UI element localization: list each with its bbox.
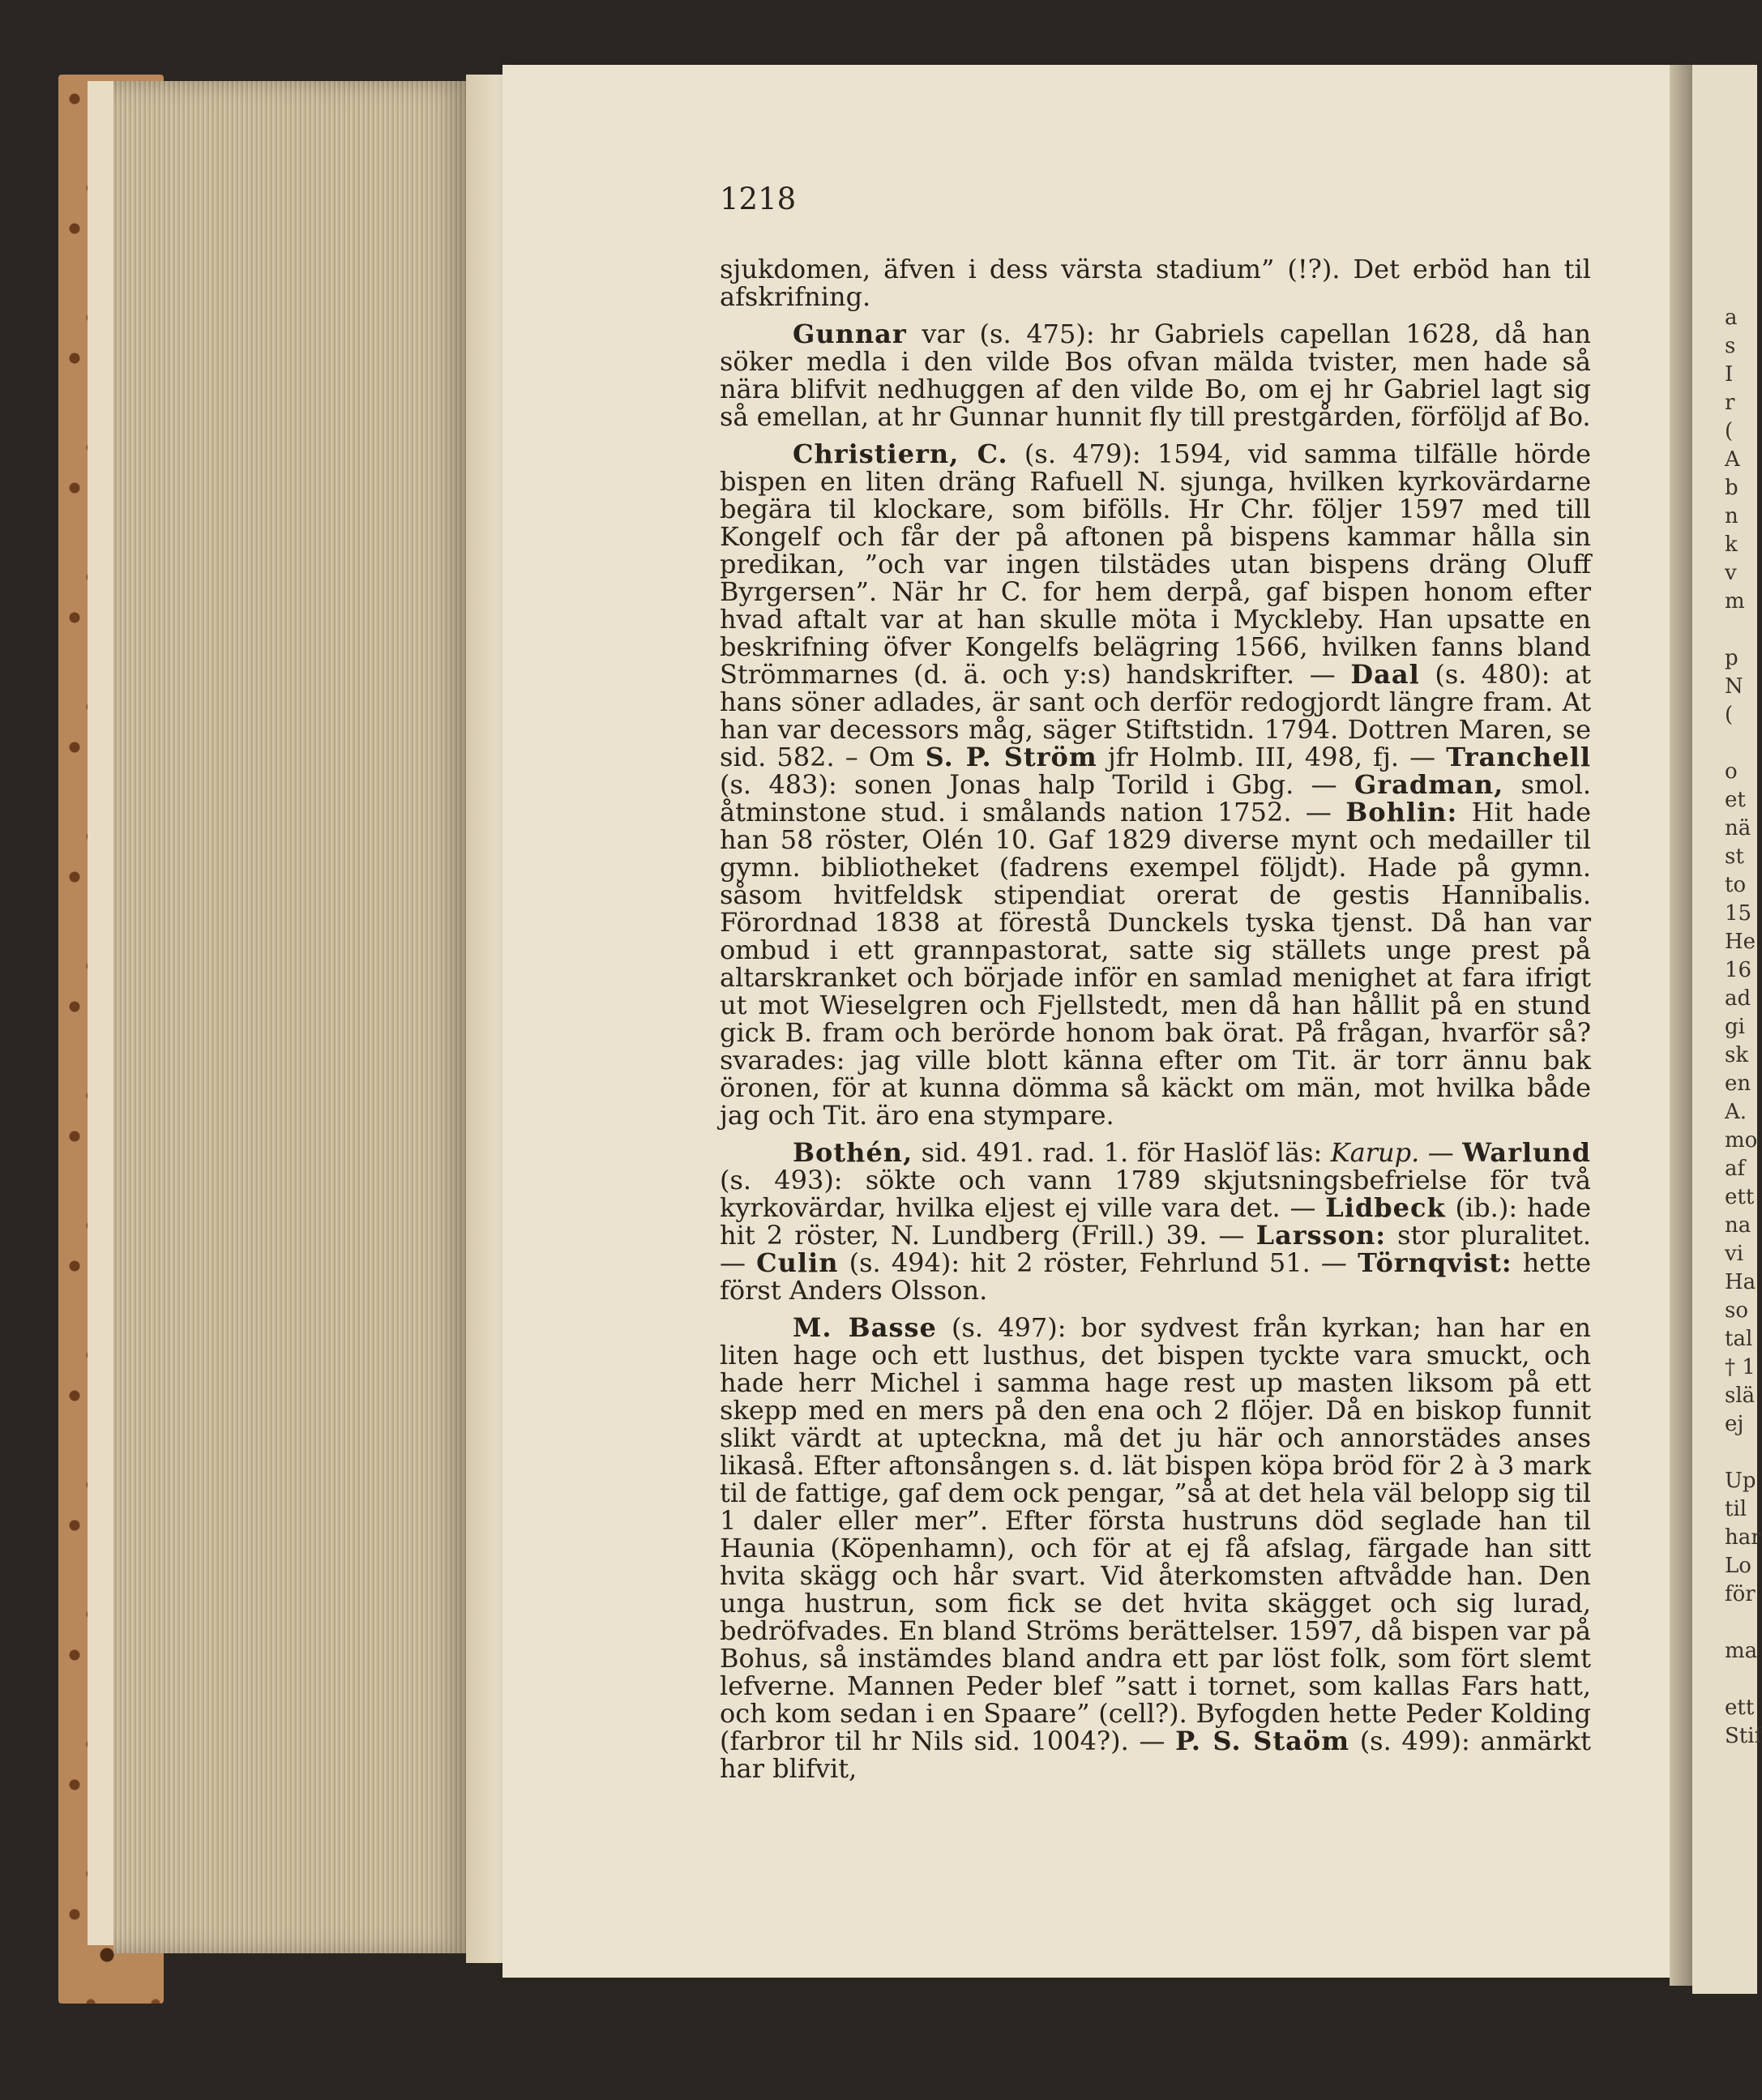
next-page-fragment: n [1725, 504, 1738, 528]
next-page-fragment [1725, 729, 1757, 758]
next-page-fragment: na [1725, 1213, 1751, 1238]
entry-name: Larsson: [1255, 1220, 1387, 1251]
next-page-fragment: ( [1725, 703, 1734, 727]
entry-name: Bohlin: [1345, 797, 1458, 828]
next-page-fragment: vi [1725, 1242, 1744, 1266]
entry-name: Tranchell [1446, 742, 1592, 772]
entry-name: Lidbeck [1325, 1192, 1446, 1223]
next-page-fragment: 16 [1725, 958, 1752, 982]
next-page-fragment [1725, 1666, 1757, 1694]
next-page-fragment: b [1725, 476, 1738, 500]
next-page-fragment: A [1725, 447, 1740, 472]
next-page-fragment: Lo [1725, 1554, 1751, 1578]
next-page-fragment: v [1725, 561, 1737, 585]
text-run: (s. 483): sonen Jonas halp Torild i Gbg. — [720, 769, 1354, 800]
entry-name: Gradman, [1354, 769, 1504, 800]
next-page-fragment: a [1725, 306, 1738, 330]
text-run: (s. 499): anmärkt har blifvit, [720, 1726, 1592, 1784]
next-page-fragment: et [1725, 788, 1746, 812]
next-page-fragment [1725, 1439, 1757, 1467]
next-page-fragment [1725, 616, 1757, 644]
next-page-fragment: He [1725, 930, 1756, 954]
entry-name: Törnqvist: [1358, 1247, 1512, 1278]
paragraph [720, 440, 1591, 1129]
text-run: (s. 497): bor sydvest från kyrkan; han har en liten hage och ett lusthus, det bispen tyckte vara smuckt, och hade herr Michel i samma hage rest up masten liksom på ett skepp med en mers på den ena och 2 flöjer. Då en biskop funnit slikt värdt at upteckna, må det ju här och annorstädes anses likaså. Efter aftonsången s. d. lät bispen köpa bröd för 2 à 3 mark til de fattige, gaf dem ock pengar, ”så at det hela väl belopp sig til 1 daler eller mer”. Efter första hustruns död seglade han til Haunia (Köpenhamn), och för at ej få afslag, färgade han sitt hvita skägg och hår svart. Vid återkomsten aftvådde han. Den unga hustrun, som fick se det hvita skägget och sig lurad, bedröfvades. En bland Ströms berättelser. 1597, då bispen var på Bohus, så instämdes bland andra ett par löst folk, som fört slemt lefverne. Mannen Peder blef ”satt i tornet, som kallas Fars hatt, och kom sedan i en Spaare” (cell?). Byfogden hette Peder Kolding (farbror til hr Nils sid. 1004?). — [720, 1312, 1592, 1756]
page-body-text [720, 255, 1591, 1792]
entry-name: Warlund [1462, 1137, 1592, 1168]
next-page-fragment: N [1725, 674, 1743, 699]
entry-name: P. S. Staöm [1175, 1726, 1350, 1756]
cover-edge [88, 81, 117, 1945]
next-page-fragment: r [1725, 391, 1735, 415]
next-page-fragment [1725, 1609, 1757, 1637]
next-page-fragment: s [1725, 334, 1736, 358]
entry-name: S. P. Ström [925, 742, 1097, 772]
entry-name: Daal [1350, 659, 1420, 690]
next-page-fragment: ett [1725, 1696, 1755, 1720]
paragraph [720, 255, 1591, 310]
next-page-fragment: A. [1725, 1100, 1747, 1124]
next-page-fragment: för [1725, 1582, 1756, 1606]
next-page-fragment: o [1725, 759, 1738, 784]
next-page-fragment: p [1725, 646, 1738, 670]
next-page-fragment: har [1725, 1525, 1761, 1550]
page-fold-shadow [1670, 65, 1694, 1986]
next-page-fragment: nä [1725, 816, 1751, 840]
next-page-fragment: Stif [1725, 1724, 1762, 1748]
next-page-fragment: † 1 [1725, 1355, 1756, 1379]
next-page-fragment: en [1725, 1071, 1751, 1096]
page-stack-edges [113, 81, 470, 1953]
next-page-fragment: Up [1725, 1469, 1756, 1493]
next-page-fragment: ma [1725, 1639, 1758, 1663]
next-page-fragment: so [1725, 1298, 1748, 1323]
entry-name: Gunnar [793, 319, 907, 349]
next-page-fragment: 15 [1725, 901, 1752, 926]
next-page-fragment: to [1725, 873, 1747, 897]
paragraph [720, 1139, 1591, 1304]
text-run: Karup. [1330, 1137, 1420, 1168]
next-page-fragment: gi [1725, 1015, 1745, 1039]
text-run: (s. 494): hit 2 röster, Fehrlund 51. — [838, 1247, 1358, 1278]
next-page-fragment: ad [1725, 986, 1751, 1011]
entry-name: Culin [756, 1247, 839, 1278]
paragraph [720, 320, 1591, 430]
paragraph [720, 1314, 1591, 1782]
next-page-fragment: ett [1725, 1185, 1755, 1209]
next-page-fragment: m [1725, 589, 1745, 614]
text-run: sjukdomen, äfven i dess värsta stadium” (!?). Det erböd han til afskrifning. [720, 254, 1591, 312]
next-page-fragment: I [1725, 362, 1734, 387]
text-run: smol. åtminstone stud. i smålands nation 1752. — [720, 769, 1592, 828]
next-page-fragment: mo [1725, 1128, 1758, 1153]
text-run: (s. 480): at hans söner adlades, är sant och derför redogjordt längre fram. At han var decessors måg, säger Stiftstidn. 1794. Dottren Maren, se sid. 582. – Om [720, 659, 1592, 772]
next-page-text [1692, 65, 1762, 1751]
entry-name: Christiern, C. [793, 438, 1008, 469]
text-run: (ib.): hade hit 2 röster, N. Lundberg (Frill.) 39. — [720, 1192, 1592, 1251]
text-run: hette först Anders Olsson. [720, 1247, 1591, 1306]
next-page-fragment: til [1725, 1497, 1747, 1521]
next-page-fragment: Ha [1725, 1270, 1756, 1294]
next-page-fragment: ( [1725, 419, 1734, 443]
text-run: (s. 493): sökte och vann 1789 skjutsningsbefrielse för två kyrkovärdar, hvilka eljest ej ville vara det. — [720, 1165, 1591, 1223]
text-run: sid. 491. rad. 1. för Haslöf läs: [913, 1137, 1331, 1168]
text-run: — [1419, 1137, 1463, 1168]
text-run: (s. 479): 1594, vid samma tilfälle hörde bispen en liten dräng Rafuell N. sjunga, hvilken kyrkovärdarne begära til klockare, som bifölls. Hr Chr. följer 1597 med till Kongelf och får der på aftonen på bispens kammar hålla sin predikan, ”och var ingen tilstädes utan bispens dräng Oluff Byrgersen”. När hr C. for hem derpå, gaf bispen honom efter hvad aftalt var at han skulle möta i Myckleby. Han upsatte en beskrifning öfver Kongelfs belägring 1566, hvilken fanns bland Strömmarnes (d. ä. och y:s) handskrifter. — [720, 438, 1592, 690]
text-run: jfr Holmb. III, 498, fj. — [1097, 742, 1447, 772]
next-page-fragment: st [1725, 845, 1744, 869]
next-page-fragment: k [1725, 532, 1738, 557]
next-page-fragment: af [1725, 1157, 1746, 1181]
entry-name: M. Basse [793, 1312, 937, 1343]
next-page [1692, 65, 1762, 1994]
page-number: 1218 [720, 182, 797, 216]
next-page-fragment: tal [1725, 1327, 1753, 1351]
text-run: var (s. 475): hr Gabriels capellan 1628, då han söker medla i den vilde Bos ofvan mälda tvister, men hade så nära blifvit nedhuggen af den vilde Bo, om ej hr Gabriel lagt sig så emellan, at hr Gunnar hunnit fly till prestgården, förföljd af Bo. [720, 319, 1591, 432]
next-page-fragment: slä [1725, 1384, 1756, 1408]
entry-name: Bothén, [793, 1137, 913, 1168]
next-page-fragment: ej [1725, 1412, 1744, 1436]
text-run: stor pluralitet. — [720, 1220, 1592, 1278]
text-run: Hit hade han 58 röster, Olén 10. Gaf 1829 diverse mynt och medailler til gymn. bibliotheket (fadrens exempel följdt). Hade på gymn. såsom hvitfeldsk stipendiat orerat de gestis Hannibalis. Förordnad 1838 at förestå Dunckels tyska tjenst. Då han var ombud i ett grannpastorat, satte sig ställets unge prest på altarskranket och började inför en samlad menighet at fara ifrigt ut mot Wieselgren och Fjellstedt, men då han hållit på en stund gick B. fram och berörde honom bak örat. På frågan, hvarför så? svarades: jag ville blott känna efter om Tit. är torr ännu bak öronen, för at kunna dömma så käckt om män, mot hvilka både jag och Tit. äro ena stympare. [720, 797, 1592, 1131]
next-page-fragment: sk [1725, 1043, 1749, 1067]
